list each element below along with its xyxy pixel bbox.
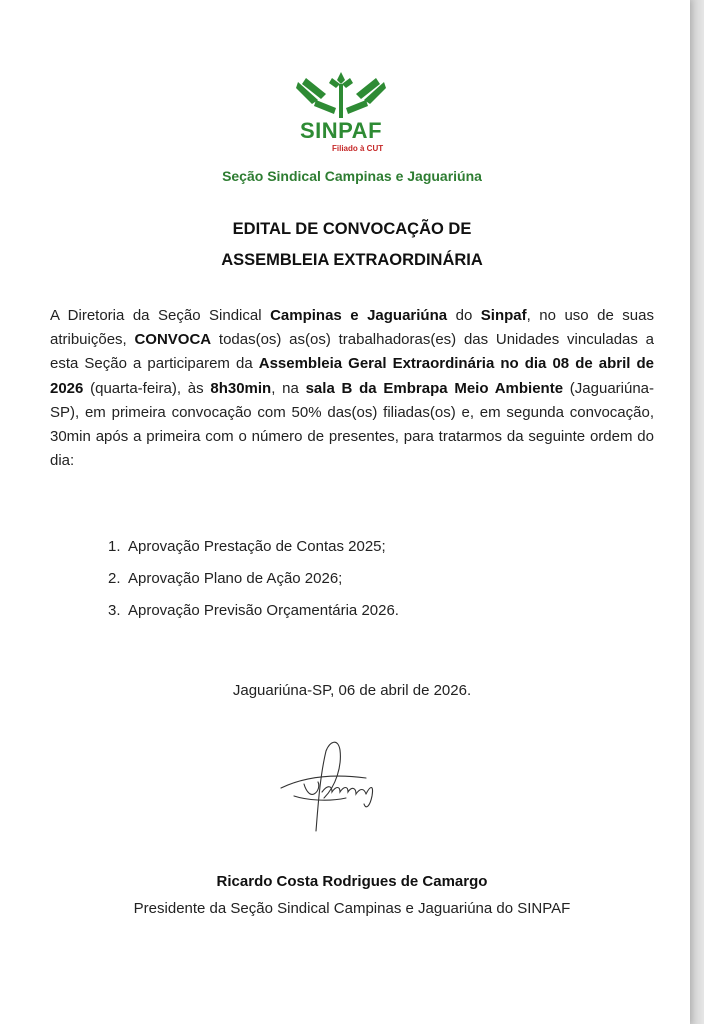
- body-text: , na: [271, 379, 306, 397]
- body-bold: 8h30min: [210, 379, 272, 397]
- leaf-emblem-icon: [296, 70, 386, 120]
- agenda-item: [108, 537, 399, 569]
- document-title-line2: ASSEMBLEIA EXTRAORDINÁRIA: [221, 251, 483, 269]
- agenda-item-number: 1.: [108, 538, 121, 555]
- agenda-item-number: 2.: [108, 570, 121, 587]
- sinpaf-logo: [286, 70, 396, 160]
- body-bold: Campinas e Jaguariúna: [270, 307, 448, 324]
- logo-subtitle: Filiado à CUT: [332, 144, 384, 153]
- agenda-item-text: Aprovação Previsão Orçamentária 2026.: [128, 602, 399, 619]
- convocation-paragraph: [50, 304, 654, 473]
- signature-icon: [276, 736, 406, 836]
- agenda-item-text: Aprovação Prestação de Contas 2025;: [128, 538, 386, 555]
- place-date: Jaguariúna-SP, 06 de abril de 2026.: [232, 682, 472, 699]
- agenda-item-number: 3.: [108, 602, 121, 619]
- agenda-item: [108, 601, 399, 633]
- agenda-item: [108, 569, 399, 601]
- page-edge-shadow: [690, 0, 704, 1024]
- body-bold: Assembleia Geral Extraordinária no dia 08 de abril de 2026: [50, 355, 654, 397]
- body-text: (Jaguariúna-SP), em primeira convocação com 50% das(os) filiadas(os) e, em segunda convocação, 30min após a primeira com o número de presentes, para tratarmos da seguinte ordem do dia:: [50, 379, 655, 470]
- logo-text: SINPAF: [299, 118, 383, 143]
- body-bold: sala B da Embrapa Meio Ambiente: [305, 379, 564, 397]
- body-bold: CONVOCA: [134, 331, 212, 349]
- body-text: do: [447, 307, 481, 324]
- body-bold: Sinpaf: [480, 307, 527, 324]
- agenda-item-text: Aprovação Plano de Ação 2026;: [128, 570, 343, 587]
- body-text: A Diretoria da Seção Sindical: [50, 307, 271, 324]
- section-name: Seção Sindical Campinas e Jaguariúna: [222, 168, 482, 184]
- document-title-line1: EDITAL DE CONVOCAÇÃO DE: [232, 220, 472, 238]
- signer-role: Presidente da Seção Sindical Campinas e Jaguariúna do SINPAF: [133, 900, 571, 917]
- signer-name: Ricardo Costa Rodrigues de Camargo: [216, 873, 488, 890]
- agenda-list: [108, 537, 399, 633]
- body-text: todas(os) as(os) trabalhadoras(es) das Unidades vinculadas a esta Seção a participarem da: [50, 331, 654, 373]
- body-text: (quarta-feira), às: [83, 379, 211, 397]
- body-text: , no uso de suas atribuições,: [50, 307, 654, 349]
